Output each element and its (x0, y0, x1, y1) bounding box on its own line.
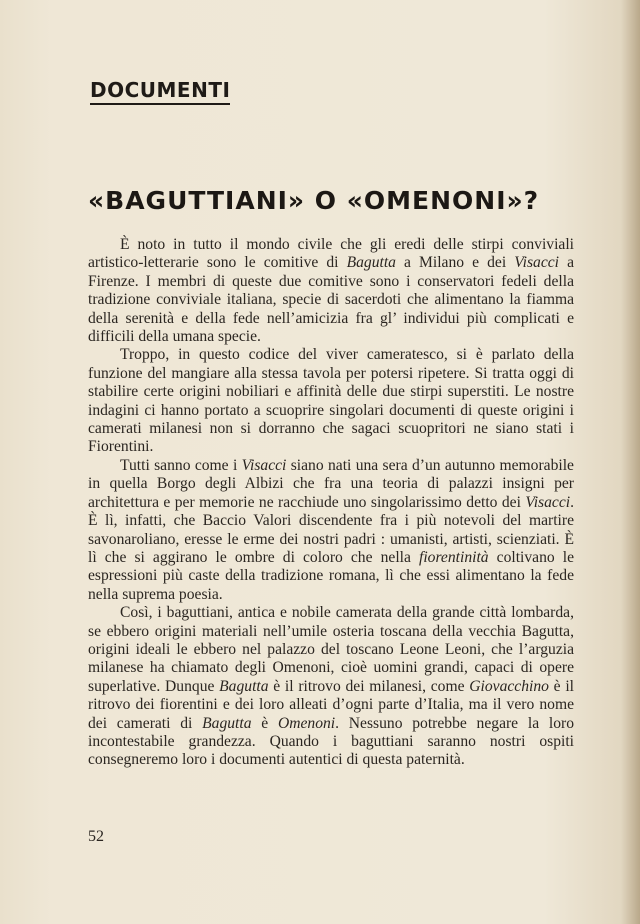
paragraph-1: È noto in tutto il mondo civile che gli eredi delle stirpi conviviali artistico-letterarie sono le comitive di Bagutta a Milano e dei Visacci a Firenze. I membri di queste due comitive sono i conservatori fedeli della tradizione conviviale italiana, specie di sacerdoti che alimentano la fiamma della serenità e della fede nell’amicizia fra gl’ individui più complicati e difficili della umana specie. (88, 236, 574, 346)
article-title: «BAGUTTIANI» O «OMENONI»? (88, 186, 540, 215)
section-label: DOCUMENTI (90, 78, 230, 105)
article-body (88, 236, 574, 770)
page-number: 52 (88, 828, 104, 845)
paragraph-3: Tutti sanno come i Visacci siano nati una sera d’un autunno memorabile in quella Borgo degli Albizi che fra una teoria di palazzi insigni per architettura e per memorie ne racchiude uno singolarissimo detto dei Visacci. È lì, infatti, che Baccio Valori discendente fra i più notevoli del martire savonaroliano, eresse le erme dei nostri padri : umanisti, artisti, scienziati. È lì che si aggirano le ombre di coloro che nella fiorentinità coltivano le espressioni più caste della tradizione romana, lì che essi alimentano la fede nella suprema poesia. (88, 456, 575, 603)
paragraph-2: Troppo, in questo codice del viver cameratesco, si è parlato della funzione del mangiare alla stessa tavola per potersi ripetere. Si tratta oggi di stabilire certe origini nobiliari e affinità delle due stirpi superstiti. Le nostre indagini ci hanno portato a scuoprire singolari documenti di queste origini i camerati milanesi non si dorranno che sagaci scuopritori ne siano stati i Fiorentini. (88, 346, 574, 456)
paragraph-4: Così, i baguttiani, antica e nobile camerata della grande città lombarda, se ebbero origini materiali nell’umile osteria toscana della vecchia Bagutta, origini ideali le ebbero nel palazzo del toscano Leone Leoni, che l’arguzia milanese ha chiamato degli Omenoni, cioè uomini grandi, capaci di opere superlative. Dunque Bagutta è il ritrovo dei milanesi, come Giovacchino è il ritrovo dei fiorentini e dei loro alleati d’ogni parte d’Italia, ma il vero nome dei camerati di Bagutta è Omenoni. Nessuno potrebbe negare la loro incontestabile grandezza. Quando i baguttiani saranno nostri ospiti consegneremo loro i documenti autentici di questa paternità. (88, 604, 575, 769)
